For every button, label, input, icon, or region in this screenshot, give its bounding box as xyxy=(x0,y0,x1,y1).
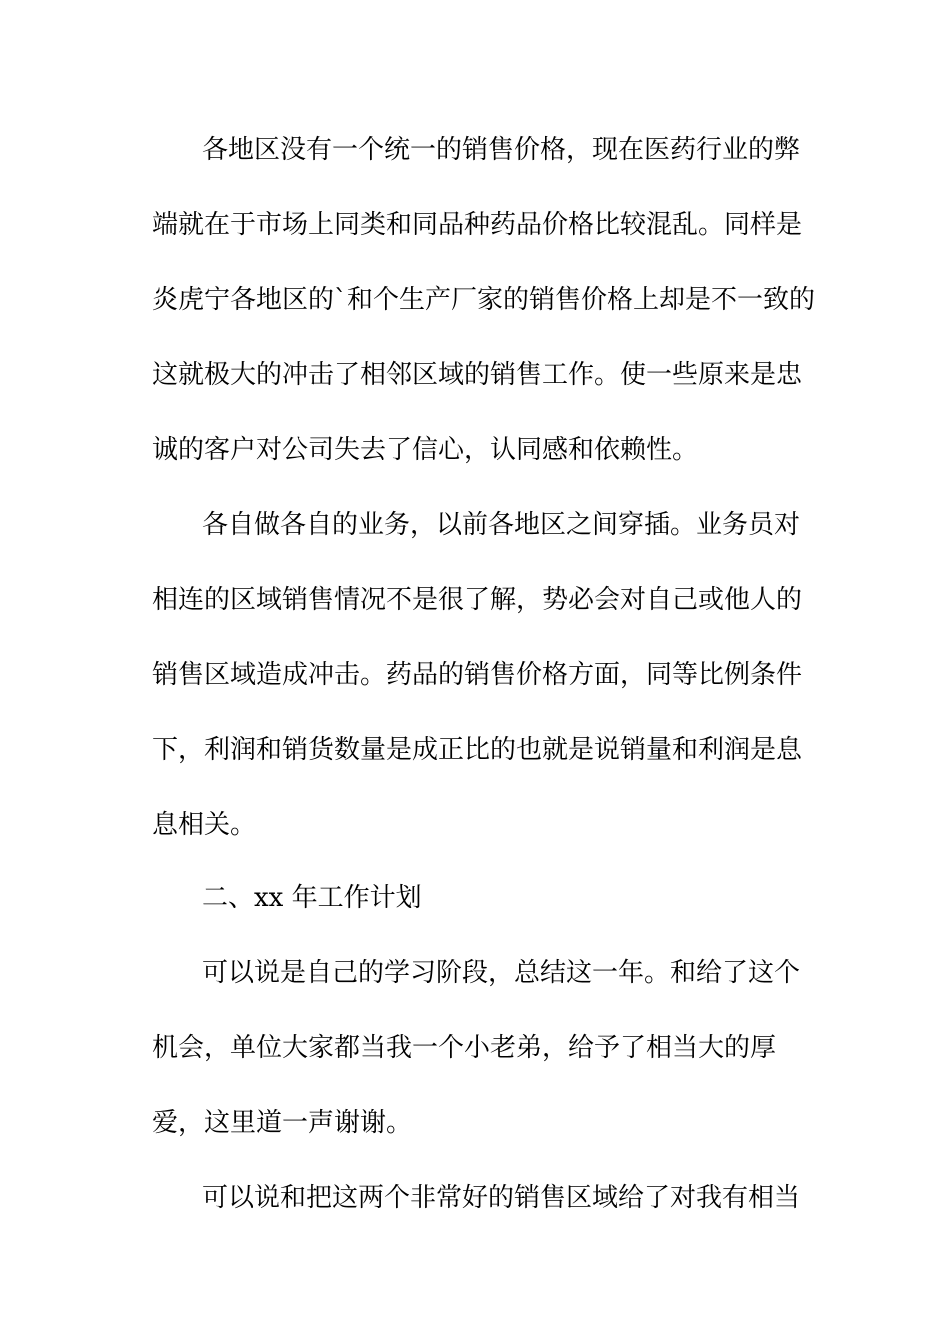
paragraph-3-line-3: 爱，这里道一声谢谢。 xyxy=(152,1108,413,1138)
paragraph-1-line-2: 端就在于市场上同类和同品种药品价格比较混乱。同样是 xyxy=(152,210,803,240)
paragraph-1-line-5: 诚的客户对公司失去了信心，认同感和依赖性。 xyxy=(152,435,699,465)
paragraph-1-line-3: 炎虎宁各地区的`和个生产厂家的销售价格上却是不一致的 xyxy=(152,285,816,315)
paragraph-2-line-4: 下，利润和销货数量是成正比的也就是说销量和利润是息 xyxy=(152,735,803,765)
paragraph-3-line-2: 机会，单位大家都当我一个小老弟，给予了相当大的厚 xyxy=(152,1033,777,1063)
paragraph-1-line-1: 各地区没有一个统一的销售价格，现在医药行业的弊 xyxy=(202,135,801,165)
paragraph-2-line-3: 销售区域造成冲击。药品的销售价格方面，同等比例条件 xyxy=(152,660,803,690)
paragraph-4-line-1: 可以说和把这两个非常好的销售区域给了对我有相当 xyxy=(202,1183,801,1213)
paragraph-1-line-4: 这就极大的冲击了相邻区域的销售工作。使一些原来是忠 xyxy=(152,360,803,390)
paragraph-3-line-1: 可以说是自己的学习阶段，总结这一年。和给了这个 xyxy=(202,958,801,988)
paragraph-2-line-1: 各自做各自的业务，以前各地区之间穿插。业务员对 xyxy=(202,510,801,540)
paragraph-2-line-5: 息相关。 xyxy=(152,810,257,840)
paragraph-2-line-2: 相连的区域销售情况不是很了解，势必会对自己或他人的 xyxy=(152,585,803,615)
section-heading: 二、xx 年工作计划 xyxy=(202,883,422,913)
